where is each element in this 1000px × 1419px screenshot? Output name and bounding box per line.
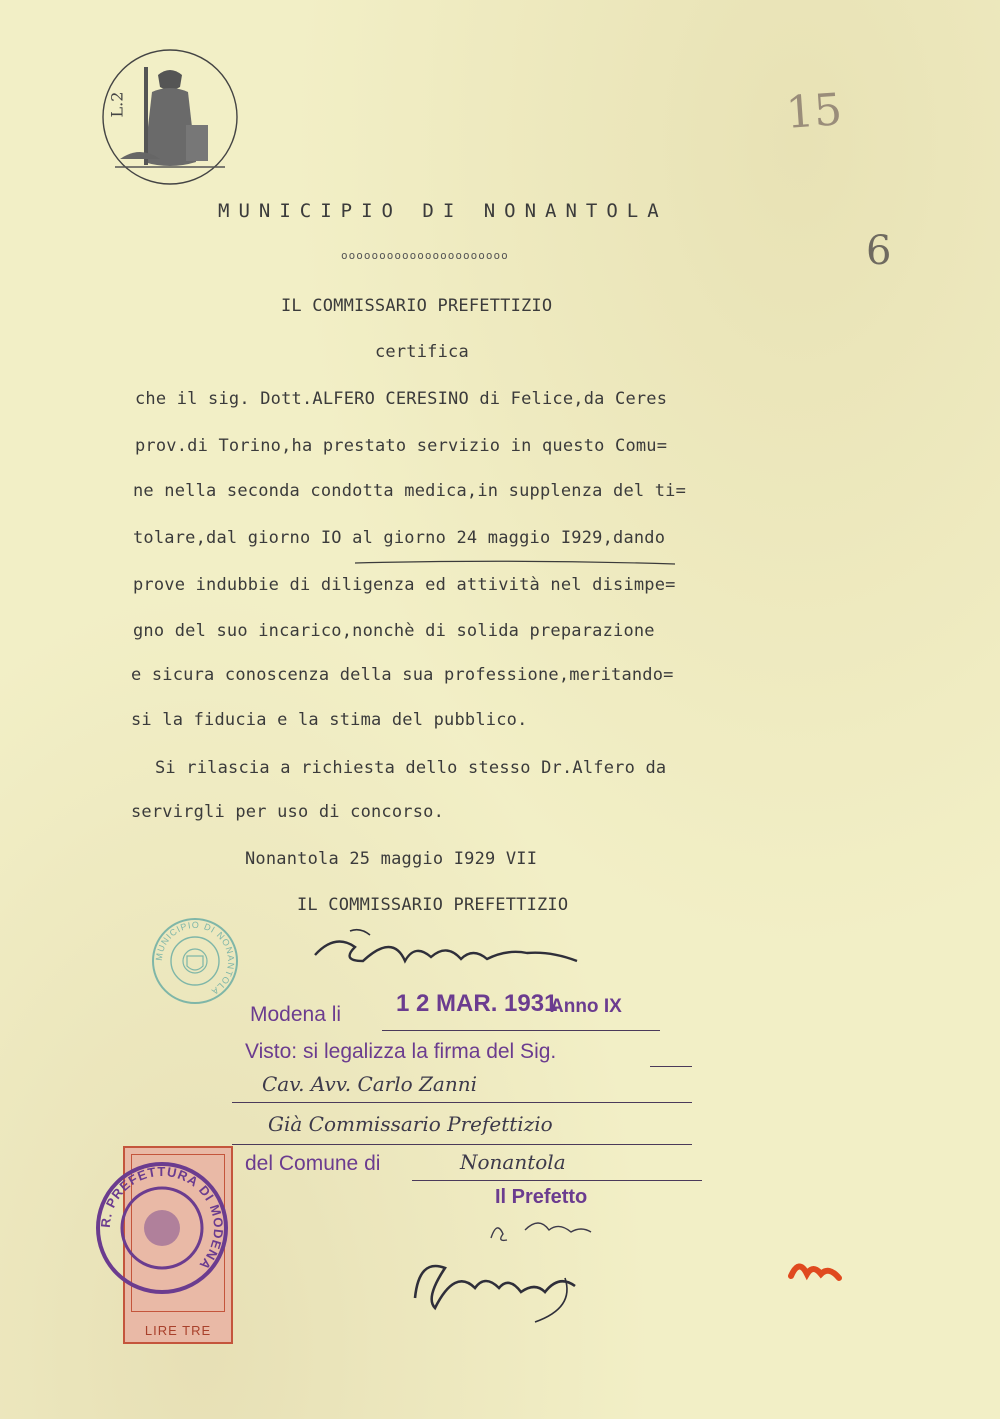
commissioner-signature [310,925,590,975]
prefetto-label: Il Prefetto [495,1186,588,1208]
body-line: ne nella seconda condotta medica,in supplenza del ti= [133,481,687,501]
body-line: si la fiducia e la stima del pubblico. [131,710,528,730]
handwritten-role: Già Commissario Prefettizio [268,1112,553,1136]
emblem-seal [100,47,240,187]
body-line: tolare,dal giorno IO al giorno 24 maggio I929,dando [133,528,666,548]
date-underline [355,552,675,558]
red-crayon-mark [785,1250,845,1290]
margin-number-6: 6 [866,228,892,274]
handwritten-name: Cav. Avv. Carlo Zanni [262,1072,477,1096]
municipality-title: MUNICIPIO DI NONANTOLA [218,200,668,222]
legalization-date: 1 2 MAR. 1931 [396,990,558,1017]
signatory-title: IL COMMISSARIO PREFETTIZIO [297,895,569,915]
legalization-year: Anno IX [550,996,622,1017]
comune-rule [412,1180,702,1181]
legalization-date-rule [382,1030,660,1031]
place-date: Nonantola 25 maggio I929 VII [245,849,538,869]
body-line: e sicura conoscenza della sua professione,meritando= [131,665,674,685]
visto-rule [650,1066,692,1067]
municipal-seal [150,916,240,1006]
ornament-line: oooooooooooooooooooooo [341,249,509,262]
prefecture-overstamp [92,1158,232,1298]
overstamp-text: R. PREFETTURA DI MODENA [97,1163,227,1274]
authority-heading: IL COMMISSARIO PREFETTIZIO [281,296,553,316]
body-line: prov.di Torino,ha prestato servizio in questo Comu= [135,436,668,456]
prefetto-signature [405,1238,605,1328]
body-line: servirgli per uso di concorso. [131,802,445,822]
body-line: prove indubbie di diligenza ed attività nel disimpe= [133,575,676,595]
role-rule [232,1144,692,1145]
certifica-heading: certifica [375,342,469,362]
emblem-label: L.2 [107,91,127,118]
body-line: Si rilascia a richiesta dello stesso Dr.Alfero da [155,758,667,778]
name-rule [232,1102,692,1103]
comune-label: del Comune di [245,1152,381,1175]
legalization-place: Modena li [250,1003,342,1026]
body-line: gno del suo incarico,nonchè di solida preparazione [133,621,655,641]
margin-number-15: 15 [784,84,844,139]
revenue-stamp-value: LIRE TRE [144,1323,212,1338]
body-line: che il sig. Dott.ALFERO CERESINO di Felice,da Ceres [135,389,668,409]
municipal-seal-text: MUNICIPIO DI NONANTOLA [153,919,237,998]
legalization-visto: Visto: si legalizza la firma del Sig. [245,1040,557,1063]
handwritten-comune: Nonantola [460,1150,566,1174]
